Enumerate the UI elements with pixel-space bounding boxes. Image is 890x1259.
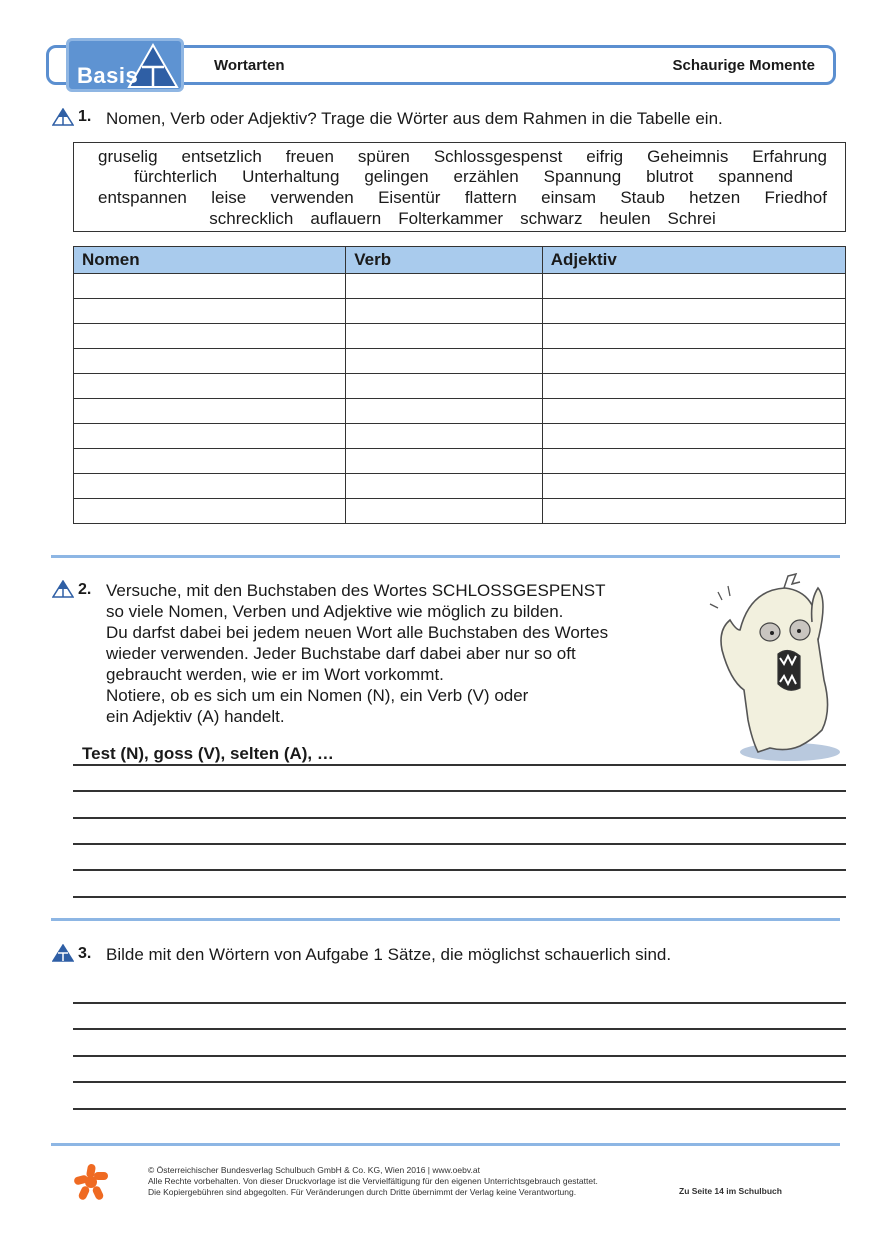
publisher-logo-icon (72, 1162, 110, 1202)
table-cell[interactable] (542, 274, 845, 299)
table-row (74, 399, 846, 424)
word-item: Eisentür (378, 188, 441, 207)
table-cell[interactable] (542, 374, 845, 399)
table-cell[interactable] (346, 349, 542, 374)
table-cell[interactable] (74, 324, 346, 349)
task2-line: wieder verwenden. Jeder Buchstabe darf dabei aber nur so oft (106, 644, 576, 663)
table-cell[interactable] (74, 499, 346, 524)
table-cell[interactable] (542, 349, 845, 374)
task2-line: gebraucht werden, wie er im Wort vorkommt. (106, 665, 444, 684)
table-cell[interactable] (542, 399, 845, 424)
word-row (74, 147, 845, 167)
table-row (74, 274, 846, 299)
table-cell[interactable] (74, 474, 346, 499)
table-cell[interactable] (74, 449, 346, 474)
footer-line: © Österreichischer Bundesverlag Schulbuch GmbH & Co. KG, Wien 2016 | www.oebv.at (148, 1165, 480, 1175)
level-badge (66, 38, 184, 92)
word-item: auflauern (310, 209, 382, 228)
table-cell[interactable] (542, 499, 845, 524)
writing-line[interactable] (73, 1055, 846, 1057)
task2-line: Du darfst dabei bei jedem neuen Wort alle Buchstaben des Wortes (106, 623, 609, 642)
task2-line: Notiere, ob es sich um ein Nomen (N), ein Verb (V) oder (106, 686, 529, 705)
copyright-notice (148, 1165, 598, 1198)
ghost-illustration (700, 570, 845, 765)
table-cell[interactable] (542, 449, 845, 474)
writing-line[interactable] (73, 1028, 846, 1030)
word-item: einsam (541, 188, 596, 207)
word-item: Schrei (667, 209, 716, 228)
table-cell[interactable] (74, 299, 346, 324)
table-cell[interactable] (346, 274, 542, 299)
table-row (74, 499, 846, 524)
word-item: gelingen (364, 167, 429, 186)
word-item: verwenden (270, 188, 354, 207)
word-item: heulen (599, 209, 651, 228)
task1-number: 1. (78, 108, 92, 125)
word-item: schrecklich (209, 209, 294, 228)
table-cell[interactable] (542, 474, 845, 499)
table-cell[interactable] (346, 449, 542, 474)
table-row (74, 424, 846, 449)
task-level-icon (52, 580, 74, 598)
task2-line: ein Adjektiv (A) handelt. (106, 707, 285, 726)
table-cell[interactable] (346, 474, 542, 499)
task-level-icon (52, 108, 74, 126)
writing-line[interactable] (73, 896, 846, 898)
footer-separator (51, 1143, 840, 1146)
column-header-adjektiv: Adjektiv (542, 247, 845, 274)
word-item: schwarz (520, 209, 583, 228)
word-item: fürchterlich (134, 167, 218, 186)
task-level-icon (52, 944, 74, 962)
table-cell[interactable] (74, 424, 346, 449)
writing-line[interactable] (73, 1081, 846, 1083)
writing-line[interactable] (73, 790, 846, 792)
section-separator (51, 555, 840, 558)
table-cell[interactable] (74, 399, 346, 424)
word-item: blutrot (646, 167, 694, 186)
table-cell[interactable] (542, 299, 845, 324)
word-item: Schlossgespenst (433, 147, 563, 166)
word-item: Folterkammer (398, 209, 504, 228)
section-separator (51, 918, 840, 921)
table-cell[interactable] (346, 499, 542, 524)
badge-label: Basis (77, 63, 139, 88)
table-cell[interactable] (542, 424, 845, 449)
header-chapter: Schaurige Momente (672, 57, 815, 74)
table-row (74, 324, 846, 349)
word-item: Erfahrung (752, 147, 827, 166)
header-topic: Wortarten (214, 57, 285, 74)
word-item: spannend (718, 167, 793, 186)
word-box (73, 142, 846, 232)
word-row (74, 209, 845, 229)
word-item: entspannen (98, 188, 187, 207)
writing-line[interactable] (73, 764, 846, 766)
word-item: leise (211, 188, 247, 207)
task2-instruction (106, 580, 608, 727)
task1-instruction: Nomen, Verb oder Adjektiv? Trage die Wörter aus dem Rahmen in die Tabelle ein. (106, 109, 723, 128)
writing-line[interactable] (73, 1002, 846, 1004)
word-type-table (73, 246, 846, 524)
word-item: Staub (620, 188, 665, 207)
word-item: gruselig (98, 147, 158, 166)
word-row (74, 188, 845, 208)
word-item: Geheimnis (647, 147, 729, 166)
table-row (74, 299, 846, 324)
task3-instruction: Bilde mit den Wörtern von Aufgabe 1 Sätze, die möglichst schauerlich sind. (106, 945, 672, 964)
table-cell[interactable] (346, 299, 542, 324)
table-cell[interactable] (346, 399, 542, 424)
task2-number: 2. (78, 581, 92, 598)
word-item: Unterhaltung (242, 167, 340, 186)
writing-line[interactable] (73, 869, 846, 871)
writing-line[interactable] (73, 817, 846, 819)
table-cell[interactable] (74, 374, 346, 399)
table-row (74, 474, 846, 499)
table-cell[interactable] (346, 374, 542, 399)
table-cell[interactable] (74, 274, 346, 299)
page-reference: Zu Seite 14 im Schulbuch (679, 1186, 782, 1196)
table-cell[interactable] (542, 324, 845, 349)
table-row (74, 374, 846, 399)
column-header-verb: Verb (346, 247, 542, 274)
task3-number: 3. (78, 945, 92, 962)
word-item: eifrig (586, 147, 624, 166)
writing-line[interactable] (73, 1108, 846, 1110)
word-item: flattern (464, 188, 517, 207)
footer-line: Alle Rechte vorbehalten. Von dieser Druckvorlage ist die Vervielfältigung für den eigenen Unterrichtsgebrauch gestattet. (148, 1176, 598, 1186)
task2-line: so viele Nomen, Verben und Adjektive wie möglich zu bilden. (106, 602, 564, 621)
word-item: hetzen (689, 188, 741, 207)
word-item: Spannung (543, 167, 622, 186)
table-cell[interactable] (74, 349, 346, 374)
table-row (74, 449, 846, 474)
word-item: entsetzlich (181, 147, 262, 166)
table-cell[interactable] (346, 324, 542, 349)
word-row (74, 167, 845, 187)
task2-line: Versuche, mit den Buchstaben des Wortes SCHLOSSGESPENST (106, 581, 606, 600)
table-cell[interactable] (346, 424, 542, 449)
table-row (74, 349, 846, 374)
writing-line[interactable] (73, 843, 846, 845)
footer-line: Die Kopiergebühren sind abgegolten. Für Veränderungen durch Dritte übernimmt der Verlag keine Verantwortung. (148, 1187, 577, 1197)
task2-example: Test (N), goss (V), selten (A), … (82, 744, 334, 763)
word-item: spüren (357, 147, 410, 166)
word-item: erzählen (453, 167, 519, 186)
word-item: freuen (285, 147, 334, 166)
column-header-nomen: Nomen (74, 247, 346, 274)
word-item: Friedhof (764, 188, 827, 207)
